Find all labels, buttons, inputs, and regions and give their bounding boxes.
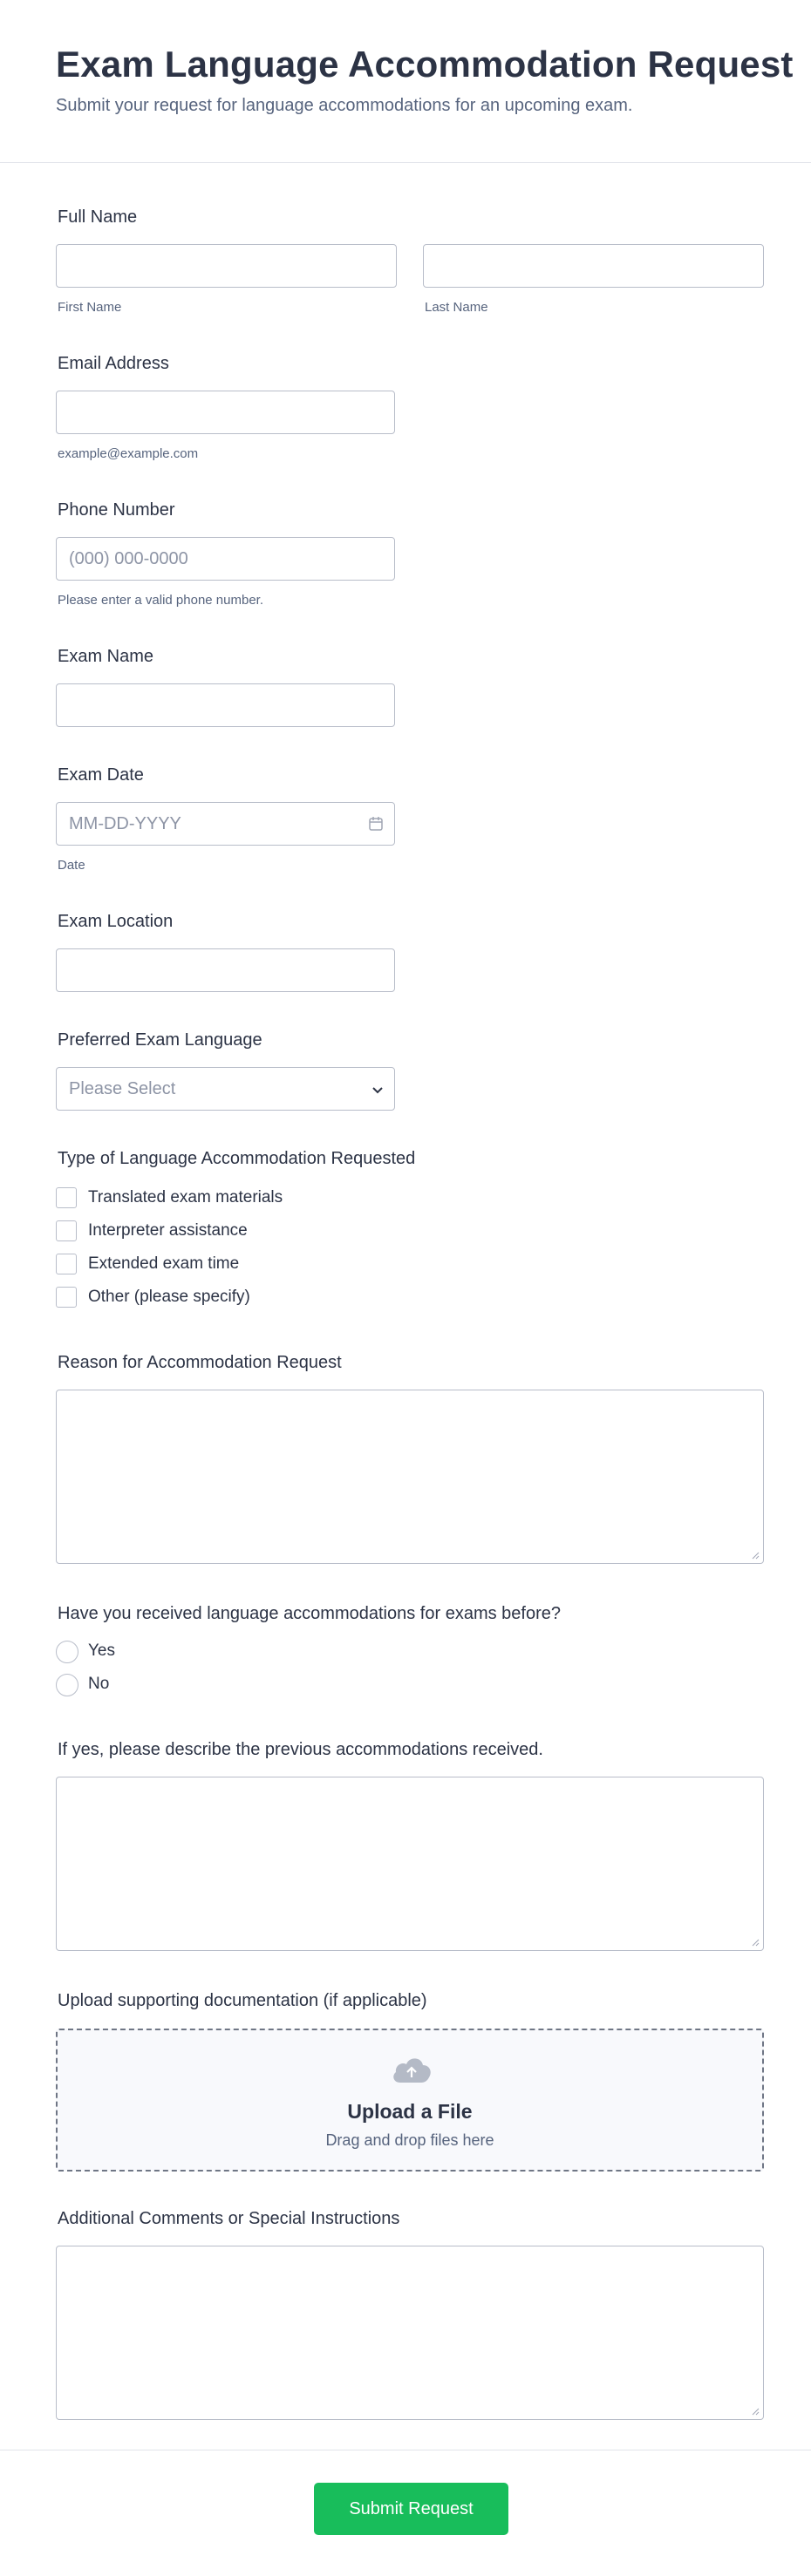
phone-label: Phone Number <box>58 500 175 520</box>
exam-date-sublabel: Date <box>58 858 85 873</box>
exam-date-field[interactable] <box>56 802 395 846</box>
full-name-label: Full Name <box>58 207 138 227</box>
exam-name-field[interactable] <box>56 683 395 727</box>
option-label: Extended exam time <box>88 1254 240 1273</box>
page-subtitle: Submit your request for language accommodations for an upcoming exam. <box>56 96 633 115</box>
last-name-sublabel: Last Name <box>425 300 488 315</box>
option-label: Interpreter assistance <box>88 1221 248 1240</box>
first-name-sublabel: First Name <box>58 300 122 315</box>
checkbox[interactable] <box>56 1187 77 1208</box>
checkbox[interactable] <box>56 1220 77 1241</box>
option-label: Other (please specify) <box>88 1288 250 1306</box>
option-label: No <box>88 1675 110 1693</box>
checkbox[interactable] <box>56 1287 77 1308</box>
radio-button[interactable] <box>56 1641 78 1663</box>
radio-button[interactable] <box>56 1674 78 1696</box>
exam-location-field[interactable] <box>56 948 395 992</box>
comments-label: Additional Comments or Special Instructions <box>58 2209 400 2228</box>
comments-textarea[interactable] <box>56 2246 764 2420</box>
upload-subtitle: Drag and drop files here <box>325 2131 494 2149</box>
reason-label: Reason for Accommodation Request <box>58 1353 342 1372</box>
resize-handle-icon[interactable] <box>751 1938 760 1947</box>
reason-textarea[interactable] <box>56 1390 764 1564</box>
chevron-down-icon <box>370 1082 385 1098</box>
previous-description-textarea[interactable] <box>56 1777 764 1951</box>
page-title: Exam Language Accommodation Request <box>56 44 794 85</box>
preferred-language-label: Preferred Exam Language <box>58 1030 262 1050</box>
preferred-language-select[interactable] <box>56 1067 395 1111</box>
email-field[interactable] <box>56 391 395 434</box>
last-name-input[interactable] <box>423 244 764 288</box>
first-name-input[interactable] <box>56 244 397 288</box>
checkbox[interactable] <box>56 1254 77 1274</box>
email-label: Email Address <box>58 354 169 373</box>
upload-label: Upload supporting documentation (if applicable) <box>58 1991 427 2010</box>
received-before-label: Have you received language accommodations for exams before? <box>58 1604 561 1623</box>
submit-button[interactable]: Submit Request <box>314 2483 508 2535</box>
email-sublabel: example@example.com <box>58 446 199 461</box>
calendar-icon[interactable] <box>368 816 384 832</box>
resize-handle-icon[interactable] <box>751 2407 760 2416</box>
option-label: Yes <box>88 1641 115 1660</box>
accommodation-type-label: Type of Language Accommodation Requested <box>58 1149 416 1168</box>
phone-field[interactable] <box>56 537 395 581</box>
resize-handle-icon[interactable] <box>751 1551 760 1560</box>
phone-sublabel: Please enter a valid phone number. <box>58 593 263 608</box>
exam-date-label: Exam Date <box>58 765 144 785</box>
exam-date-placeholder: MM-DD-YYYY <box>69 814 181 833</box>
file-upload-dropzone[interactable] <box>56 2029 764 2172</box>
form-footer <box>0 2450 811 2576</box>
option-label: Translated exam materials <box>88 1188 283 1206</box>
exam-location-label: Exam Location <box>58 912 174 931</box>
previous-description-label: If yes, please describe the previous accommodations received. <box>58 1740 543 1759</box>
phone-placeholder: (000) 000-0000 <box>69 549 188 568</box>
exam-name-label: Exam Name <box>58 647 154 666</box>
preferred-language-selected: Please Select <box>69 1079 176 1098</box>
upload-title: Upload a File <box>347 2100 473 2123</box>
cloud-upload-icon <box>390 2053 433 2086</box>
form-header <box>0 0 811 163</box>
